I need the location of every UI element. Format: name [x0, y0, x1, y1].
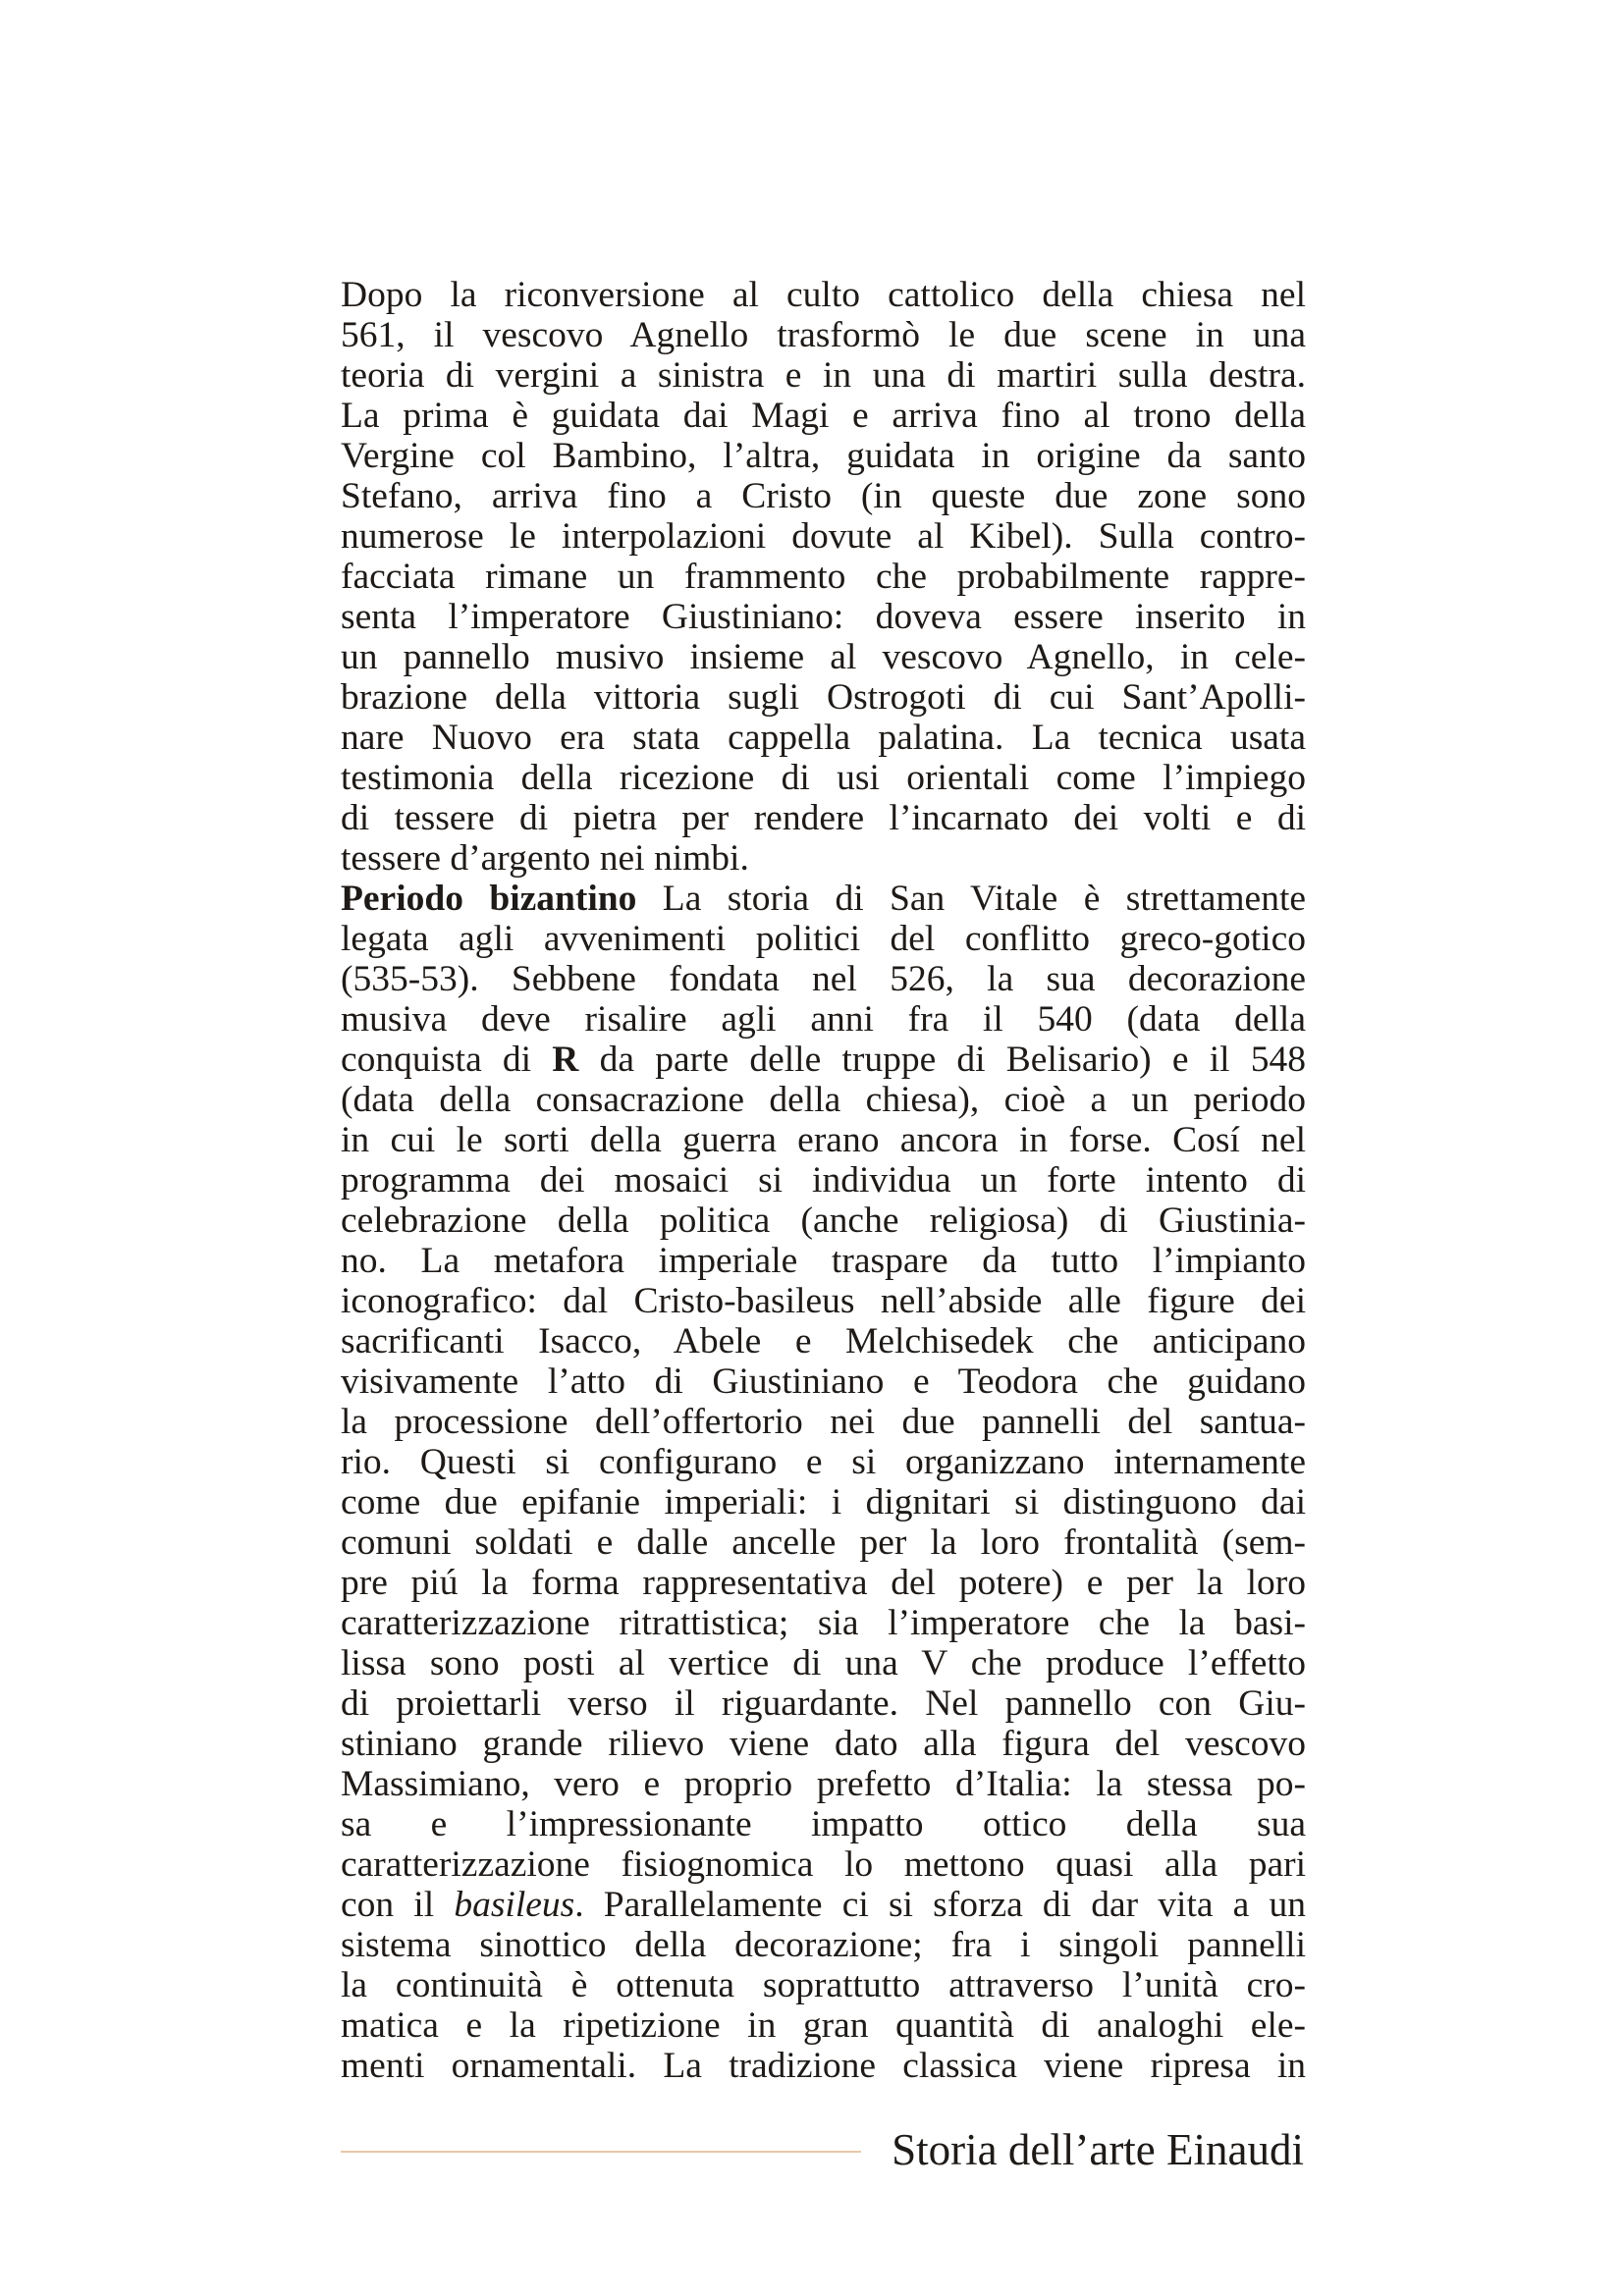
section-first-line	[341, 879, 1306, 919]
text-line: testimonia della ricezione di usi orientali come l’impiego	[341, 758, 1306, 798]
text-line: matica e la ripetizione in gran quantità di analoghi ele-	[341, 2005, 1306, 2046]
text-line: menti ornamentali. La tradizione classica viene ripresa in	[341, 2046, 1306, 2086]
text-run: da parte delle truppe di Belisario) e il 548	[578, 1040, 1306, 1080]
text-line: di tessere di pietra per rendere l’incarnato dei volti e di	[341, 798, 1306, 838]
text-line: visivamente l’atto di Giustiniano e Teodora che guidano	[341, 1362, 1306, 1402]
text-line: come due epifanie imperiali: i dignitari si distinguono dai	[341, 1482, 1306, 1522]
text-line: 561, il vescovo Agnello trasformò le due scene in una	[341, 315, 1306, 355]
text-line: sacrificanti Isacco, Abele e Melchisedek che anticipano	[341, 1321, 1306, 1362]
text-line: Vergine col Bambino, l’altra, guidata in origine da santo	[341, 436, 1306, 476]
text-run: conquista di	[341, 1040, 553, 1080]
text-line: (data della consacrazione della chiesa), cioè a un periodo	[341, 1080, 1306, 1120]
text-line	[341, 1885, 1306, 1925]
text-line: caratterizzazione fisiognomica lo mettono quasi alla pari	[341, 1844, 1306, 1885]
footer-divider	[341, 2151, 861, 2153]
text-line: teoria di vergini a sinistra e in una di martiri sulla destra.	[341, 355, 1306, 396]
text-line: tessere d’argento nei nimbi.	[341, 838, 749, 879]
text-line: comuni soldati e dalle ancelle per la loro frontalità (sem-	[341, 1522, 1306, 1563]
text-line: Stefano, arriva fino a Cristo (in queste due zone sono	[341, 476, 1306, 516]
text-line: numerose le interpolazioni dovute al Kibel). Sulla contro-	[341, 516, 1306, 557]
text-line: iconografico: dal Cristo-basileus nell’abside alle figure dei	[341, 1281, 1306, 1321]
text-line: di proiettarli verso il riguardante. Nel pannello con Giu-	[341, 1683, 1306, 1724]
text-line: senta l’imperatore Giustiniano: doveva essere inserito in	[341, 597, 1306, 637]
text-run: La storia di San Vitale è strettamente	[662, 879, 1306, 919]
italic-term: basileus	[454, 1885, 575, 1925]
text-run: . Parallelamente ci si sforza di dar vita a un	[574, 1885, 1306, 1925]
text-line: pre piú la forma rappresentativa del potere) e per la loro	[341, 1563, 1306, 1603]
text-line: legata agli avvenimenti politici del conflitto greco-gotico	[341, 919, 1306, 959]
text-line: brazione della vittoria sugli Ostrogoti di cui Sant’Apolli-	[341, 677, 1306, 718]
body-text	[341, 275, 1306, 2086]
text-line: Massimiano, vero e proprio prefetto d’Italia: la stessa po-	[341, 1764, 1306, 1804]
text-line: sa e l’impressionante impatto ottico della sua	[341, 1804, 1306, 1844]
text-line: la processione dell’offertorio nei due pannelli del santua-	[341, 1402, 1306, 1442]
text-line: in cui le sorti della guerra erano ancora in forse. Cosí nel	[341, 1120, 1306, 1160]
text-line: lissa sono posti al vertice di una V che produce l’effetto	[341, 1643, 1306, 1683]
text-line: la continuità è ottenuta soprattutto attraverso l’unità cro-	[341, 1965, 1306, 2005]
text-line: stiniano grande rilievo viene dato alla figura del vescovo	[341, 1724, 1306, 1764]
text-line: programma dei mosaici si individua un forte intento di	[341, 1160, 1306, 1201]
text-line: rio. Questi si configurano e si organizzano internamente	[341, 1442, 1306, 1482]
text-line: celebrazione della politica (anche religiosa) di Giustinia-	[341, 1201, 1306, 1241]
text-line: nare Nuovo era stata cappella palatina. La tecnica usata	[341, 718, 1306, 758]
text-line	[341, 1040, 1306, 1080]
text-line: musiva deve risalire agli anni fra il 540 (data della	[341, 999, 1306, 1040]
text-line: facciata rimane un frammento che probabilmente rappre-	[341, 557, 1306, 597]
text-line: un pannello musivo insieme al vescovo Agnello, in cele-	[341, 637, 1306, 677]
text-line: La prima è guidata dai Magi e arriva fino al trono della	[341, 396, 1306, 436]
text-line: sistema sinottico della decorazione; fra i singoli pannelli	[341, 1925, 1306, 1965]
text-line: (535-53). Sebbene fondata nel 526, la sua decorazione	[341, 959, 1306, 999]
footer-title: Storia dell’arte Einaudi	[892, 2125, 1304, 2174]
text-line: caratterizzazione ritrattistica; sia l’imperatore che la basi-	[341, 1603, 1306, 1643]
bold-abbreviation: R	[552, 1040, 579, 1080]
text-line: no. La metafora imperiale traspare da tutto l’impianto	[341, 1241, 1306, 1281]
text-line: Dopo la riconversione al culto cattolico della chiesa nel	[341, 275, 1306, 315]
section-heading: Periodo bizantino	[341, 879, 637, 919]
text-run: con il	[341, 1885, 455, 1925]
